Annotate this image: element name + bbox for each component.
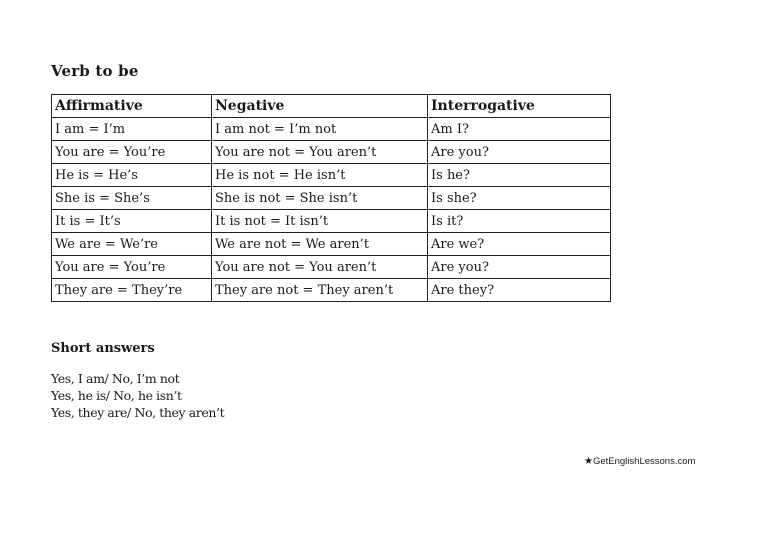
table-row bbox=[52, 210, 611, 233]
table-cell: I am = I’m bbox=[52, 118, 212, 141]
table-cell: They are not = They aren’t bbox=[212, 279, 428, 302]
table-cell: We are not = We aren’t bbox=[212, 233, 428, 256]
table-cell: You are = You’re bbox=[52, 141, 212, 164]
table-cell: You are = You’re bbox=[52, 256, 212, 279]
table-row bbox=[52, 279, 611, 302]
table-row bbox=[52, 233, 611, 256]
table-cell: They are = They’re bbox=[52, 279, 212, 302]
table-cell: Is she? bbox=[428, 187, 611, 210]
table-row bbox=[52, 164, 611, 187]
table-cell: You are not = You aren’t bbox=[212, 141, 428, 164]
verb-table bbox=[51, 94, 611, 302]
table-cell: Are you? bbox=[428, 141, 611, 164]
table-cell: Are they? bbox=[428, 279, 611, 302]
table-row bbox=[52, 256, 611, 279]
table-cell: We are = We’re bbox=[52, 233, 212, 256]
short-answers-list bbox=[51, 370, 224, 421]
table-header-row bbox=[52, 95, 611, 118]
column-header-affirmative: Affirmative bbox=[52, 95, 212, 118]
table-cell: She is = She’s bbox=[52, 187, 212, 210]
table-cell: Are you? bbox=[428, 256, 611, 279]
short-answer-line: Yes, I am/ No, I’m not bbox=[51, 371, 180, 386]
page-title: Verb to be bbox=[51, 62, 139, 80]
table-cell: It is not = It isn’t bbox=[212, 210, 428, 233]
short-answer-line: Yes, he is/ No, he isn’t bbox=[51, 388, 182, 403]
site-credit bbox=[584, 456, 695, 467]
star-icon: ★ bbox=[584, 456, 593, 467]
table-cell: Are we? bbox=[428, 233, 611, 256]
table-cell: Is he? bbox=[428, 164, 611, 187]
table-cell: You are not = You aren’t bbox=[212, 256, 428, 279]
table-row bbox=[52, 187, 611, 210]
short-answer-line: Yes, they are/ No, they aren’t bbox=[51, 405, 225, 420]
short-answers-heading: Short answers bbox=[51, 341, 155, 356]
table-cell: He is = He’s bbox=[52, 164, 212, 187]
table-row bbox=[52, 141, 611, 164]
table-row bbox=[52, 118, 611, 141]
column-header-interrogative: Interrogative bbox=[428, 95, 611, 118]
table-cell: I am not = I’m not bbox=[212, 118, 428, 141]
table-cell: Is it? bbox=[428, 210, 611, 233]
site-credit-text: GetEnglishLessons.com bbox=[592, 456, 696, 467]
column-header-negative: Negative bbox=[212, 95, 428, 118]
table-cell: It is = It’s bbox=[52, 210, 212, 233]
table-cell: She is not = She isn’t bbox=[212, 187, 428, 210]
table-cell: He is not = He isn’t bbox=[212, 164, 428, 187]
table-cell: Am I? bbox=[428, 118, 611, 141]
